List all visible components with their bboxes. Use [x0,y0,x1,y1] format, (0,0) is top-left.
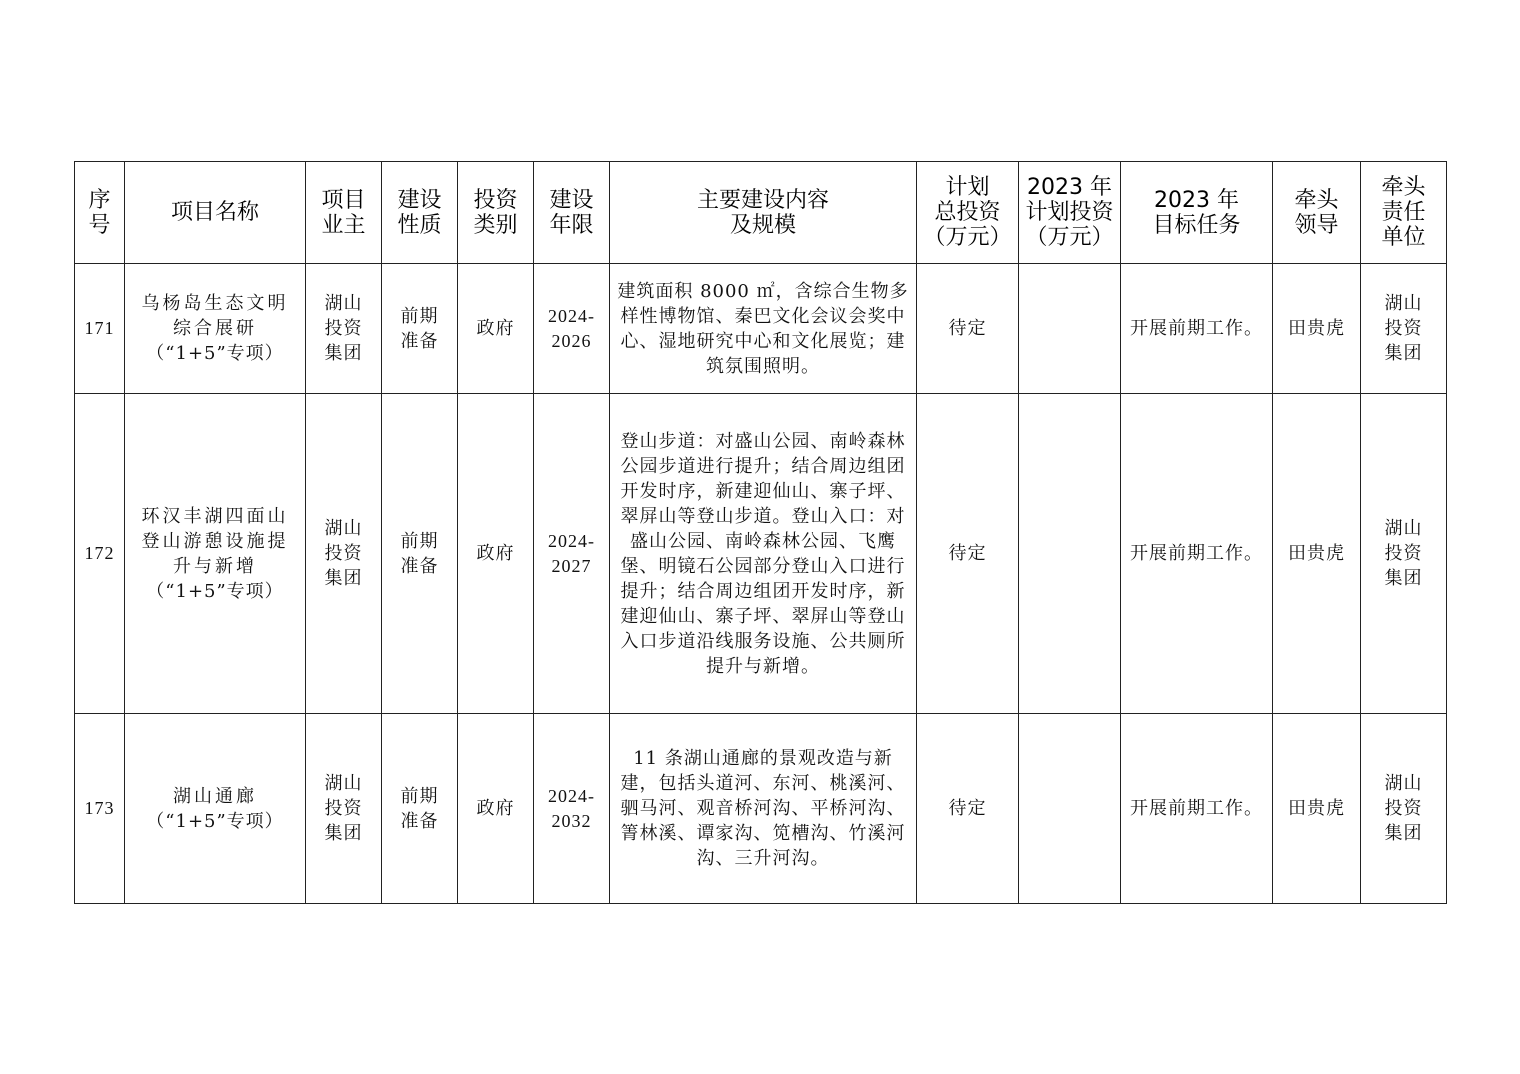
header-content: 主要建设内容 及规模 [610,162,917,264]
cell-seq: 171 [75,264,125,394]
header-invest-type: 投资 类别 [458,162,534,264]
cell-content: 建筑面积 8000 ㎡，含综合生物多样性博物馆、秦巴文化会议会奖中心、湿地研究中心和文化展览；建筑氛围照明。 [610,264,917,394]
cell-total-invest: 待定 [917,264,1019,394]
cell-lead-unit: 湖山 投资 集团 [1361,264,1447,394]
cell-period: 2024- 2027 [534,394,610,714]
cell-lead-leader: 田贵虎 [1273,714,1361,904]
cell-period: 2024- 2032 [534,714,610,904]
cell-target-2023: 开展前期工作。 [1121,394,1273,714]
cell-seq: 173 [75,714,125,904]
header-row [75,162,1447,264]
table-row [75,394,1447,714]
project-table [74,161,1447,904]
cell-plan-2023 [1019,394,1121,714]
cell-period: 2024- 2026 [534,264,610,394]
cell-owner: 湖山 投资 集团 [306,264,382,394]
cell-target-2023: 开展前期工作。 [1121,264,1273,394]
header-plan-2023: 2023 年 计划投资 （万元） [1019,162,1121,264]
header-lead-unit: 牵头 责任 单位 [1361,162,1447,264]
cell-project-name: 乌杨岛生态文明 综合展研 （“1+5”专项） [125,264,306,394]
cell-nature: 前期 准备 [382,264,458,394]
header-lead-leader: 牵头 领导 [1273,162,1361,264]
cell-target-2023: 开展前期工作。 [1121,714,1273,904]
cell-total-invest: 待定 [917,394,1019,714]
cell-owner: 湖山 投资 集团 [306,394,382,714]
cell-lead-leader: 田贵虎 [1273,394,1361,714]
cell-seq: 172 [75,394,125,714]
cell-plan-2023 [1019,264,1121,394]
cell-owner: 湖山 投资 集团 [306,714,382,904]
table-row [75,714,1447,904]
header-total-invest: 计划 总投资 （万元） [917,162,1019,264]
cell-content: 登山步道：对盛山公园、南岭森林公园步道进行提升；结合周边组团开发时序，新建迎仙山、寨子坪、翠屏山等登山步道。登山入口：对盛山公园、南岭森林公园、飞鹰堡、明镜石公园部分登山入口进行提升；结合周边组团开发时序，新建迎仙山、寨子坪、翠屏山等登山入口步道沿线服务设施、公共厕所提升与新增。 [610,394,917,714]
cell-nature: 前期 准备 [382,394,458,714]
table-row [75,264,1447,394]
cell-invest-type: 政府 [458,264,534,394]
cell-nature: 前期 准备 [382,714,458,904]
cell-lead-unit: 湖山 投资 集团 [1361,714,1447,904]
cell-invest-type: 政府 [458,714,534,904]
cell-invest-type: 政府 [458,394,534,714]
cell-total-invest: 待定 [917,714,1019,904]
cell-plan-2023 [1019,714,1121,904]
header-name: 项目名称 [125,162,306,264]
header-period: 建设 年限 [534,162,610,264]
cell-content: 11 条湖山通廊的景观改造与新建，包括头道河、东河、桃溪河、驷马河、观音桥河沟、平桥河沟、箐林溪、谭家沟、笕槽沟、竹溪河沟、三升河沟。 [610,714,917,904]
header-seq: 序 号 [75,162,125,264]
cell-lead-leader: 田贵虎 [1273,264,1361,394]
cell-lead-unit: 湖山 投资 集团 [1361,394,1447,714]
header-nature: 建设 性质 [382,162,458,264]
cell-project-name: 环汉丰湖四面山 登山游憩设施提 升与新增 （“1+5”专项） [125,394,306,714]
header-owner: 项目 业主 [306,162,382,264]
cell-project-name: 湖山通廊 （“1+5”专项） [125,714,306,904]
header-target-2023: 2023 年 目标任务 [1121,162,1273,264]
